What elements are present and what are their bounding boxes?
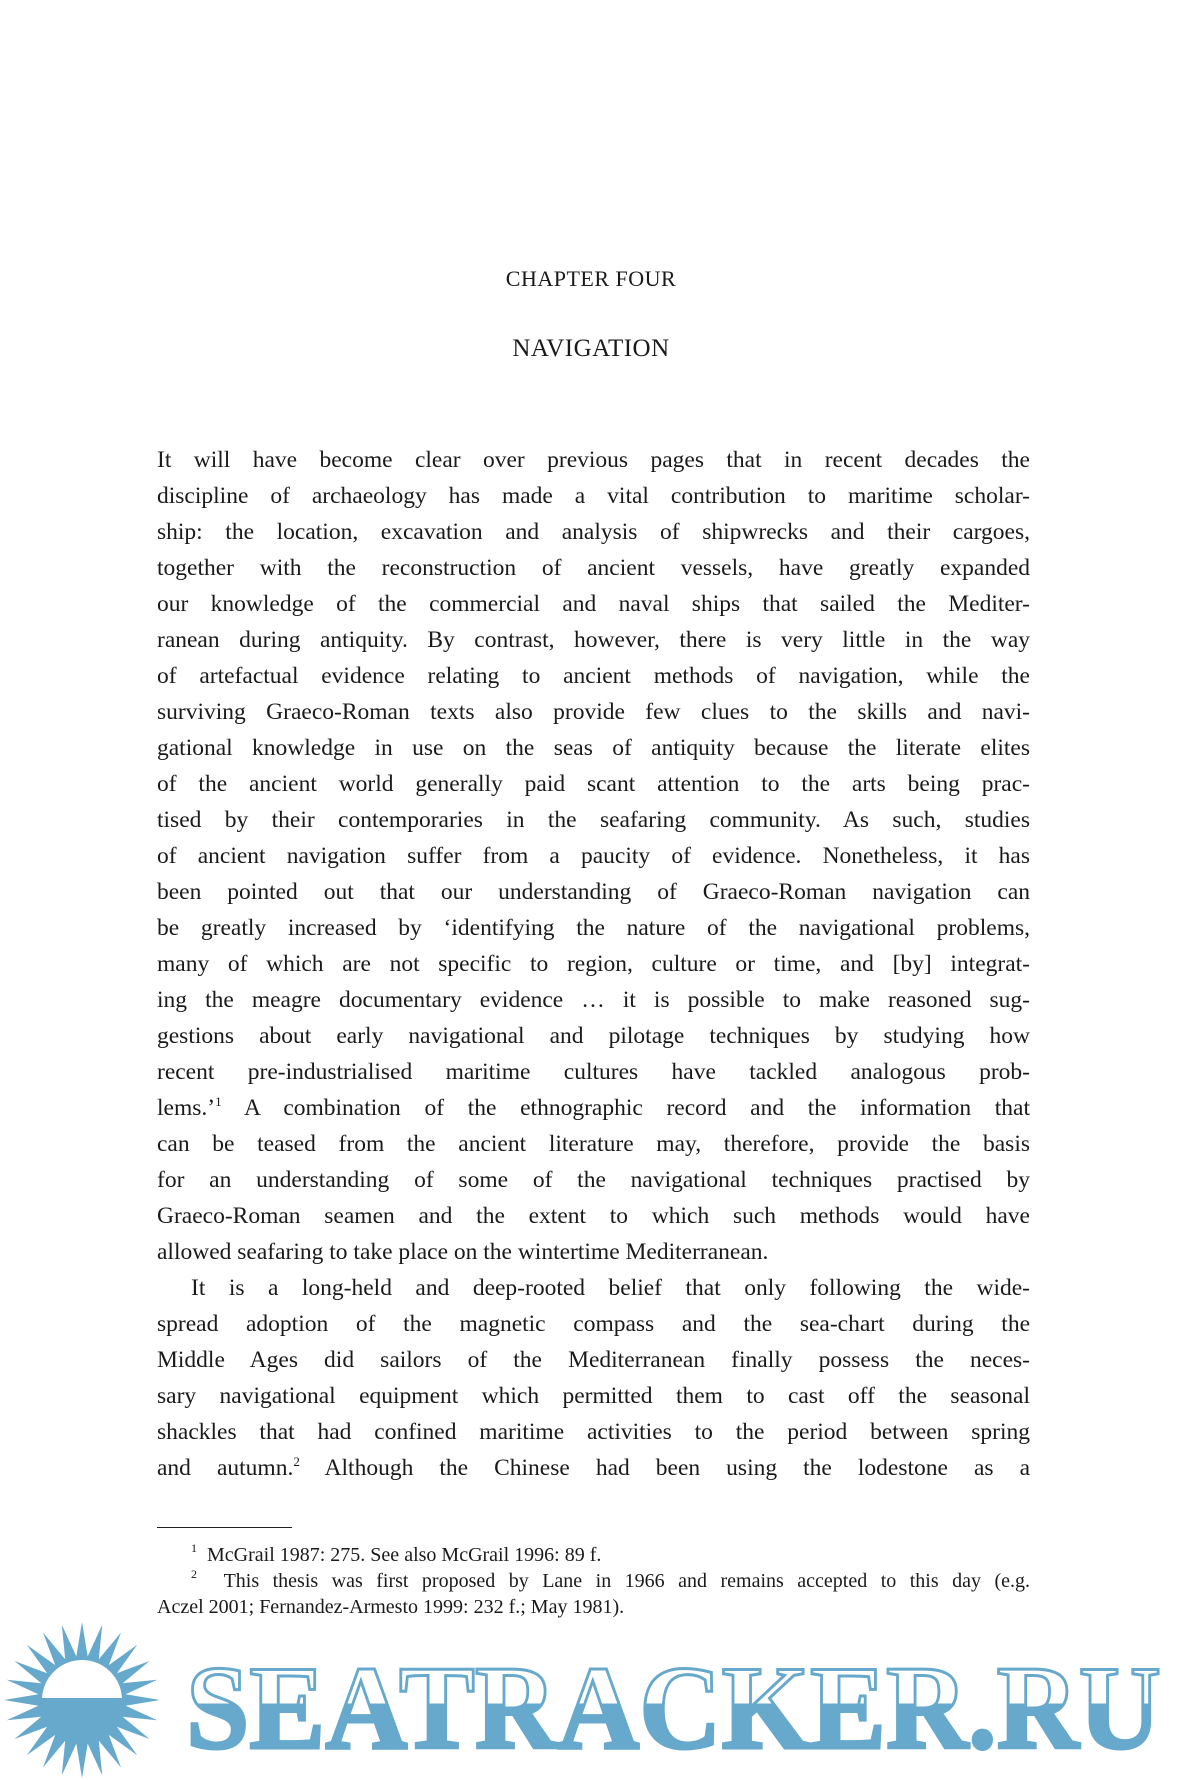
body-line xyxy=(157,1234,1030,1270)
text-segment: be greatly increased by ‘identifying the nature of the navigational problems, xyxy=(157,915,1030,941)
body-line xyxy=(157,838,1030,874)
body-line xyxy=(157,730,1030,766)
text-segment: of artefactual evidence relating to ancient methods of navigation, while the xyxy=(157,663,1030,689)
body-line xyxy=(157,694,1030,730)
text-segment: It is a long-held and deep-rooted belief that only following the wide- xyxy=(191,1275,1030,1301)
text-segment: ing the meagre documentary evidence … it is possible to make reasoned sug- xyxy=(157,987,1030,1013)
body-line xyxy=(157,1342,1030,1378)
text-segment: of the ancient world generally paid scant attention to the arts being prac- xyxy=(157,771,1030,797)
text-segment: many of which are not specific to region, culture or time, and [by] integrat- xyxy=(157,951,1030,977)
text-segment: gestions about early navigational and pilotage techniques by studying how xyxy=(157,1023,1030,1049)
footnote-line xyxy=(157,1568,1030,1594)
body-line xyxy=(157,1450,1030,1486)
text-segment: A combination of the ethnographic record and the information that xyxy=(221,1095,1030,1121)
text-segment: for an understanding of some of the navigational techniques practised by xyxy=(157,1167,1030,1193)
body-line xyxy=(157,1198,1030,1234)
text-segment: of ancient navigation suffer from a paucity of evidence. Nonetheless, it has xyxy=(157,843,1030,869)
footnote-line xyxy=(157,1594,1030,1620)
text-segment: Aczel 2001; Fernandez-Armesto 1999: 232 f.; May 1981). xyxy=(157,1596,625,1618)
body-line xyxy=(157,1090,1030,1126)
body-line xyxy=(157,802,1030,838)
text-segment: together with the reconstruction of ancient vessels, have greatly expanded xyxy=(157,555,1030,581)
body-line xyxy=(157,586,1030,622)
text-segment: recent pre-industrialised maritime cultures have tackled analogous prob- xyxy=(157,1059,1030,1085)
body-line xyxy=(157,946,1030,982)
text-segment: allowed seafaring to take place on the wintertime Mediterranean. xyxy=(157,1239,769,1265)
footnote-divider xyxy=(157,1527,292,1528)
body-line xyxy=(157,874,1030,910)
footnote-marker: 1 xyxy=(191,1541,197,1555)
text-segment: and autumn. xyxy=(157,1455,294,1481)
sun-rays xyxy=(4,1622,160,1778)
text-segment: ship: the location, excavation and analysis of shipwrecks and their cargoes, xyxy=(157,519,1030,545)
footnote-line xyxy=(157,1542,1030,1568)
body-line xyxy=(157,1018,1030,1054)
footnote-marker: 2 xyxy=(293,1454,300,1469)
body-line xyxy=(157,1270,1030,1306)
body-line xyxy=(157,1054,1030,1090)
text-segment: discipline of archaeology has made a vital contribution to maritime scholar- xyxy=(157,483,1030,509)
text-segment: can be teased from the ancient literature may, therefore, provide the basis xyxy=(157,1131,1030,1157)
watermark-logo xyxy=(0,1620,1182,1780)
text-segment: McGrail 1987: 275. See also McGrail 1996: 89 f. xyxy=(197,1544,602,1566)
chapter-label: CHAPTER FOUR xyxy=(505,266,677,291)
text-segment: It will have become clear over previous pages that in recent decades the xyxy=(157,447,1030,473)
body-line xyxy=(157,766,1030,802)
footnotes xyxy=(157,1542,1030,1620)
text-segment: lems.’ xyxy=(157,1095,216,1121)
body-line xyxy=(157,1126,1030,1162)
text-segment: Although the Chinese had been using the lodestone as a xyxy=(299,1455,1030,1481)
watermark-text: SEATRACKER.RU xyxy=(186,1641,1161,1774)
footnote-marker: 1 xyxy=(215,1094,222,1109)
footnote-marker: 2 xyxy=(191,1567,197,1581)
text-segment: shackles that had confined maritime activities to the period between spring xyxy=(157,1419,1030,1445)
text-segment: surviving Graeco-Roman texts also provide few clues to the skills and navi- xyxy=(157,699,1030,725)
text-segment: ranean during antiquity. By contrast, however, there is very little in the way xyxy=(157,627,1030,653)
body-line xyxy=(157,982,1030,1018)
body-line xyxy=(157,478,1030,514)
text-segment: This thesis was first proposed by Lane in 1966 and remains accepted to this day (e.g. xyxy=(197,1570,1030,1592)
body-line xyxy=(157,910,1030,946)
body-line xyxy=(157,514,1030,550)
body-line xyxy=(157,622,1030,658)
chapter-title: NAVIGATION xyxy=(512,335,670,362)
body-line xyxy=(157,442,1030,478)
body-line xyxy=(157,1414,1030,1450)
body-line xyxy=(157,550,1030,586)
text-segment: spread adoption of the magnetic compass and the sea-chart during the xyxy=(157,1311,1030,1337)
body-line xyxy=(157,658,1030,694)
text-segment: Graeco-Roman seamen and the extent to which such methods would have xyxy=(157,1203,1030,1229)
text-segment: been pointed out that our understanding of Graeco-Roman navigation can xyxy=(157,879,1030,905)
text-segment: Middle Ages did sailors of the Mediterranean finally possess the neces- xyxy=(157,1347,1030,1373)
body-line xyxy=(157,1162,1030,1198)
body-line xyxy=(157,1378,1030,1414)
text-segment: tised by their contemporaries in the seafaring community. As such, studies xyxy=(157,807,1030,833)
text-segment: sary navigational equipment which permitted them to cast off the seasonal xyxy=(157,1383,1030,1409)
text-segment: our knowledge of the commercial and naval ships that sailed the Mediter- xyxy=(157,591,1030,617)
body-text xyxy=(157,442,1030,1486)
body-line xyxy=(157,1306,1030,1342)
sunburst-icon xyxy=(4,1622,160,1778)
text-segment: gational knowledge in use on the seas of antiquity because the literate elites xyxy=(157,735,1030,761)
